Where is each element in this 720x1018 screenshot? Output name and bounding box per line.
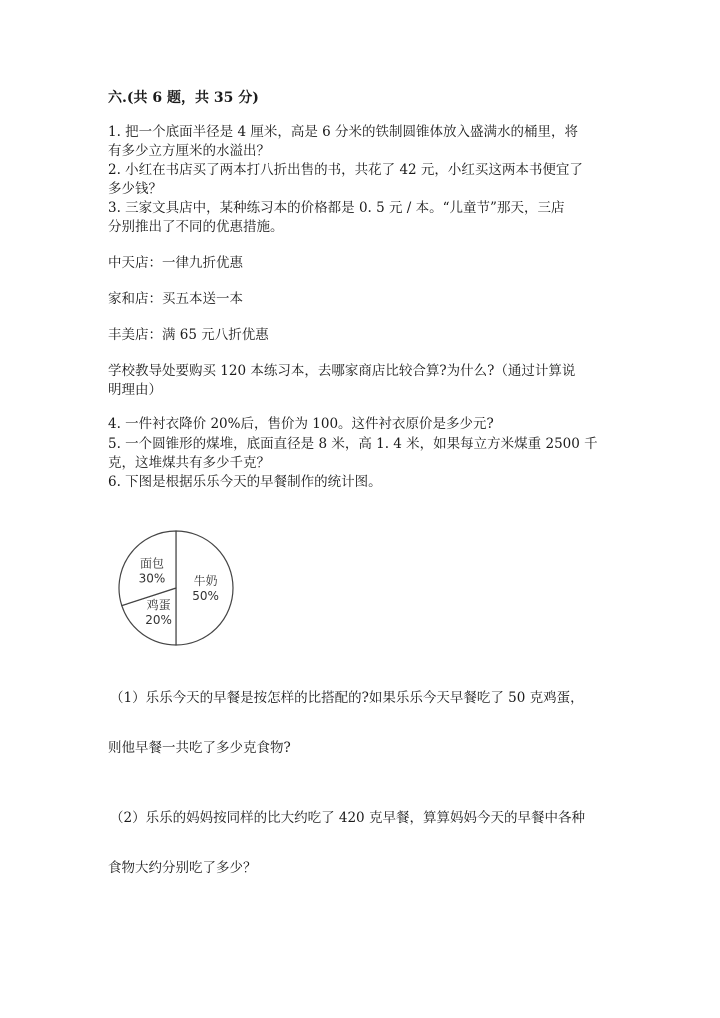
sub-question-2-line-1: （2）乐乐的妈妈按同样的比大约吃了 420 克早餐，算算妈妈今天的早餐中各种 [110,810,585,826]
pie-label-milk: 牛奶 [193,574,218,588]
question-5-line-1: 5. 一个圆锥形的煤堆，底面直径是 8 米，高 1. 4 米，如果每立方米煤重 2500 千 [108,436,598,452]
sub-question-1-line-2: 则他早餐一共吃了多少克食物? [108,740,291,756]
pie-value-egg: 20% [145,613,172,627]
question-5-line-2: 克，这堆煤共有多少千克？ [108,455,270,471]
section-heading: 六.(共 6 题，共 35 分) [108,90,259,106]
question-4: 4. 一件衬衣降价 20%后，售价为 100。这件衬衣原价是多少元? [108,416,494,432]
pie-label-bread: 面包 [139,556,165,571]
question-1-line-2: 有多少立方厘米的水溢出？ [108,143,270,159]
pie-value-bread: 30% [138,571,166,586]
store-offer-fengmei: 丰美店：满 65 元八折优惠 [108,327,269,343]
pie-slice-milk [176,531,233,645]
question-2-line-2: 多少钱？ [108,181,162,197]
store-offer-jiahe: 家和店：买五本送一本 [108,291,243,307]
question-3-ask-line-1: 学校教导处要购买 120 本练习本，去哪家商店比较合算?为什么?（通过计算说 [108,363,576,379]
store-offer-zhongtian: 中天店：一律九折优惠 [108,255,243,271]
pie-label-egg: 鸡蛋 [146,598,171,612]
question-3-ask-line-2: 明理由） [108,382,162,398]
breakfast-pie-chart [108,524,248,654]
sub-question-2-line-2: 食物大约分别吃了多少？ [108,860,257,876]
sub-question-1-line-1: （1）乐乐今天的早餐是按怎样的比搭配的?如果乐乐今天早餐吃了 50 克鸡蛋， [110,690,584,706]
question-6: 6. 下图是根据乐乐今天的早餐制作的统计图。 [108,474,382,490]
question-3-line-2: 分别推出了不同的优惠措施。 [108,219,284,235]
pie-value-milk: 50% [192,589,219,603]
question-2-line-1: 2. 小红在书店买了两本打八折出售的书，共花了 42 元，小红买这两本书便宜了 [108,162,583,178]
question-1-line-1: 1. 把一个底面半径是 4 厘米，高是 6 分米的铁制圆锥体放入盛满水的桶里，将 [108,124,579,140]
pie-slices [119,531,233,645]
question-3-line-1: 3. 三家文具店中，某种练习本的价格都是 0. 5 元 / 本。“儿童节”那天，三店 [108,200,565,216]
